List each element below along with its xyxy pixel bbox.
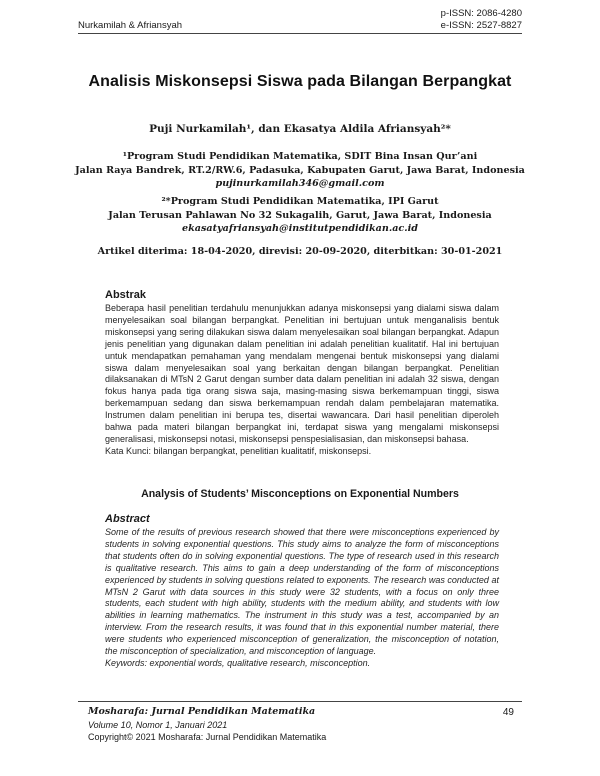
article-authors: Puji Nurkamilah¹, dan Ekasatya Aldila Afriansyah²* [149,123,451,135]
page-number: 49 [502,707,514,718]
abstrak-body [105,303,499,458]
footer-copyright: Copyright© 2021 Mosharafa: Jurnal Pendidikan Matematika [88,732,327,742]
article-dates: Artikel diterima: 18-04-2020, direvisi: 20-09-2020, diterbitkan: 30-01-2021 [97,246,503,257]
abstract-heading: Abstract [105,513,150,525]
affiliation-1-address: Jalan Raya Bandrek, RT.2/RW.6, Padasuka, Kabupaten Garut, Jawa Barat, Indonesia [75,164,525,176]
affiliation-2 [0,195,600,236]
abstract-keywords: Keywords: exponential words, qualitative research, misconception. [105,657,371,668]
abstrak-heading: Abstrak [105,289,146,301]
issn-online: e-ISSN: 2527-8827 [440,20,522,31]
running-authors: Nurkamilah & Afriansyah [78,20,183,31]
affiliation-1-email[interactable]: pujinurkamilah346@gmail.com [215,178,385,189]
abstract-text: Some of the results of previous research showed that there were misconceptions experienced by students in solving exponential questions. This study aims to analyze the form of misconceptions that students often do in solving exponential questions. The type of research used in this research is qualitative research. This aims to gain a deep understanding of the form of misconceptions experienced by students in solving questions related to exponents. The research was conducted at MTsN 2 Garut with data sources in this study were 32 students, with a focus on only three students, each student with high ability, students with the medium ability, and students with low abilities in learning mathematics. The instrument in this study was a test, accompanied by an interview. From the research results, it was found that in this exponential number material, there were students who experienced misconception of generalization, the misconception of notation, the misconception of specialization, and misconception of language. [105,527,499,657]
affiliation-2-institution: ²*Program Studi Pendidikan Matematika, IPI Garut [161,196,439,207]
affiliation-1 [0,150,600,191]
footer-journal: Mosharafa: Jurnal Pendidikan Matematika [88,706,316,717]
issn-block [441,8,522,32]
header-divider [78,33,522,34]
abstract-body [105,527,499,670]
article-title: Analisis Miskonsepsi Siswa pada Bilangan Berpangkat [88,73,512,90]
affiliation-1-institution: ¹Program Studi Pendidikan Matematika, SDIT Bina Insan Qur’ani [122,151,478,162]
english-title: Analysis of Students’ Misconceptions on Exponential Numbers [141,488,459,500]
affiliation-2-email[interactable]: ekasatyafriansyah@institutpendidikan.ac.id [182,223,418,234]
footer-divider [78,701,522,702]
issn-print: p-ISSN: 2086-4280 [440,8,522,19]
abstrak-keywords: Kata Kunci: bilangan berpangkat, penelitian kualitatif, miskonsepsi. [105,445,372,456]
abstrak-text: Beberapa hasil penelitian terdahulu menunjukkan adanya miskonsepsi yang dialami siswa dalam menyelesaikan soal bilangan berpangkat. Penelitian ini bertujuan untuk menganalisis bentuk miskonsepsi yang sering dilakukan siswa dalam menyelesaikan soal bilangan berpangkat. Adapun jenis penelitian yang digunakan dalam penelitian ini adalah penelitian kualitatif. Hal ini bertujuan untuk mendapatkan pemahaman yang mendalam mengenai bentuk miskonsepsi yang dialami siswa dalam menyelesaikan soal yang berkaitan dengan bilangan berpangkat. Penelitian dilaksanakan di MTsN 2 Garut dengan sumber data dalam penelitian ini adalah 32 siswa, dengan fokus hanya pada tiga orang siswa saja, masing-masing siswa berkemampuan tinggi, siswa berkemampuan sedang dan siswa berkemampuan rendah dalam pembelajaran matematika. Instrumen dalam penelitian ini berupa tes, disertai wawancara. Dari hasil penelitian diperoleh bahwa pada materi bilangan berpangkat ini, terdapat siswa yang mengalami miskonsepsi generalisasi, miskonsepsi notasi, miskonsepsi penspesialisasian, dan miskonsepsi bahasa. [105,303,499,444]
footer-volume: Volume 10, Nomor 1, Januari 2021 [88,720,228,730]
affiliation-2-address: Jalan Terusan Pahlawan No 32 Sukagalih, Garut, Jawa Barat, Indonesia [108,209,492,221]
